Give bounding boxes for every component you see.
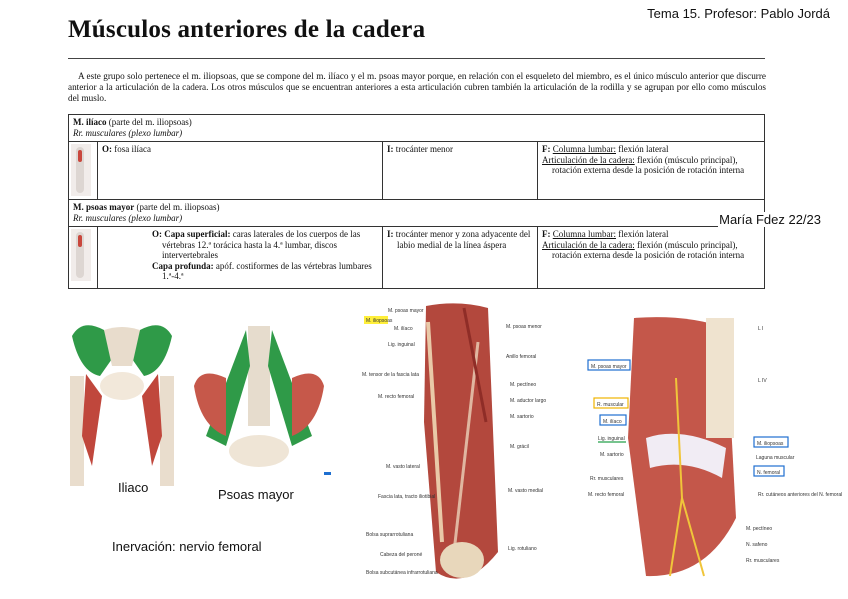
thigh-label: M. vasto lateral	[386, 464, 420, 470]
nerve-label: Rr. musculares	[590, 476, 624, 482]
iliaco-detail-row	[69, 142, 765, 200]
thigh-label: Lig. inguinal	[388, 342, 415, 348]
thigh-illustration	[358, 302, 548, 594]
function-2-text: flexión (músculo principal), rotación externa desde la posición de rotación interna	[552, 154, 745, 176]
psoas-part: (parte del m. iliopsoas)	[134, 202, 220, 212]
nerve-label: M. sartorio	[600, 452, 624, 458]
psoas-origin	[98, 227, 383, 289]
origin-deep-text: apóf. costiformes de las vértebras lumbares 1.ª-4.ª	[162, 260, 372, 282]
psoas-detail-row	[69, 227, 765, 289]
psoas-header	[69, 200, 765, 227]
thigh-label: M. recto femoral	[378, 394, 415, 400]
iliaco-header	[69, 115, 765, 142]
psoas-function	[538, 227, 765, 289]
nerve-label: N. femoral	[757, 470, 781, 476]
iliaco-header-row	[69, 115, 765, 142]
iliaco-thumb-image	[71, 144, 91, 196]
author-note: María Fdez 22/23	[719, 212, 821, 227]
origin-superficial-label: Capa superficial:	[162, 229, 231, 239]
psoas-header-row	[69, 200, 765, 227]
psoas-insertion	[383, 227, 538, 289]
nerve-caption: Inervación: nervio femoral	[112, 539, 262, 554]
function-1-title: Columna lumbar:	[552, 229, 616, 239]
nerve-label: L IV	[758, 378, 767, 384]
nerve-illustration	[586, 318, 843, 578]
thigh-label: M. aductor largo	[510, 398, 547, 404]
function-1-title: Columna lumbar:	[552, 144, 616, 154]
intro-paragraph: A este grupo solo pertenece el m. iliopsoas, que se compone del m. ilíaco y el m. psoas mayor porque, en relación con el esqueleto del miembro, es el único músculo anterior que discurre anterior a la articulación de la cadera. Los otros músculos que se encuentran anteriores a esta articulación cubren también la articulación de la rodilla y se agrupan por ello como músculos del muslo.	[68, 71, 766, 104]
nerve-label: M. pectíneo	[746, 526, 773, 532]
nerve-label: L I	[758, 326, 764, 332]
nerve-label: N. safeno	[746, 542, 768, 548]
psoas-thumb-image	[71, 229, 91, 281]
iliaco-insertion	[383, 142, 538, 200]
nerve-label: M. iliopsoas	[757, 441, 784, 447]
iliaco-illustration	[62, 316, 182, 506]
muscle-table	[68, 114, 765, 289]
origin-superficial-text: caras laterales de los cuerpos de las vértebras 12.ª torácica hasta la 4.ª lumbar, discos intervertebrales	[162, 229, 361, 261]
insertion-label: I:	[387, 229, 394, 239]
origin-deep-label: Capa profunda:	[152, 260, 214, 271]
thigh-label: M. vasto medial	[508, 488, 544, 494]
thigh-label: Anillo femoral	[506, 354, 537, 360]
function-label: F:	[542, 229, 551, 239]
origin-text: fosa ilíaca	[112, 144, 151, 154]
function-1-text: flexión lateral	[616, 229, 669, 239]
psoas-caption: Psoas mayor	[218, 487, 294, 502]
psoas-name: M. psoas mayor	[73, 202, 135, 212]
thigh-label: M. psoas mayor	[388, 308, 424, 314]
psoas-thumbnail	[69, 227, 98, 289]
title-divider	[68, 58, 765, 59]
thigh-label: Bolsa subcutánea infrarrotuliana	[366, 570, 438, 576]
nerve-label: Lig. inguinal	[598, 436, 625, 442]
nerve-label: Laguna muscular	[756, 455, 795, 461]
psoas-illustration	[186, 326, 332, 478]
iliaco-innervation: Rr. musculares (plexo lumbar)	[73, 127, 183, 138]
function-2-title: Articulación de la cadera:	[542, 239, 635, 250]
iliaco-part: (parte del m. iliopsoas)	[106, 117, 192, 127]
function-2-title: Articulación de la cadera:	[542, 154, 635, 165]
iliaco-caption: Iliaco	[118, 480, 149, 495]
origin-label: O:	[102, 144, 112, 154]
thigh-label: M. psoas menor	[506, 324, 542, 330]
course-note: Tema 15. Profesor: Pablo Jordá	[647, 6, 830, 21]
thigh-label: Fascia lata, tracto iliotibial	[378, 494, 436, 500]
page-title: Músculos anteriores de la cadera	[68, 16, 426, 43]
thigh-label: M. pectíneo	[510, 382, 537, 388]
iliaco-origin	[98, 142, 383, 200]
insertion-label: I:	[387, 144, 394, 154]
thigh-label: M. iliopsoas	[366, 318, 393, 324]
function-2-text: flexión (músculo principal), rotación externa desde la posición de rotación interna	[552, 239, 745, 261]
psoas-innervation: Rr. musculares (plexo lumbar)	[73, 212, 183, 223]
function-label: F:	[542, 144, 551, 154]
thigh-label: Lig. rotuliano	[508, 546, 537, 552]
thigh-label: Bolsa suprarrotuliana	[366, 532, 414, 538]
origin-label: O:	[152, 229, 162, 239]
nerve-label: M. psoas mayor	[591, 364, 627, 370]
iliaco-thumbnail	[69, 142, 98, 200]
insertion-text: trocánter menor	[393, 144, 453, 154]
thigh-label: M. sartorio	[510, 414, 534, 420]
nerve-label: Rr. cutáneos anteriores del N. femoral	[758, 492, 843, 498]
function-1-text: flexión lateral	[616, 144, 669, 154]
insertion-text: trocánter menor y zona adyacente del labio medial de la línea áspera	[393, 229, 531, 250]
nerve-label: M. ilíaco	[603, 419, 622, 425]
nerve-label: R. muscular	[597, 402, 624, 408]
iliaco-name: M. ilíaco	[73, 117, 107, 127]
thigh-label: Cabeza del peroné	[380, 552, 423, 558]
nerve-label: Rr. musculares	[746, 558, 780, 564]
thigh-label: M. tensor de la fascia lata	[362, 372, 419, 378]
thigh-label: M. grácil	[510, 444, 529, 450]
nerve-label: M. recto femoral	[588, 492, 625, 498]
thigh-label: M. ilíaco	[394, 326, 413, 332]
iliaco-function	[538, 142, 765, 200]
